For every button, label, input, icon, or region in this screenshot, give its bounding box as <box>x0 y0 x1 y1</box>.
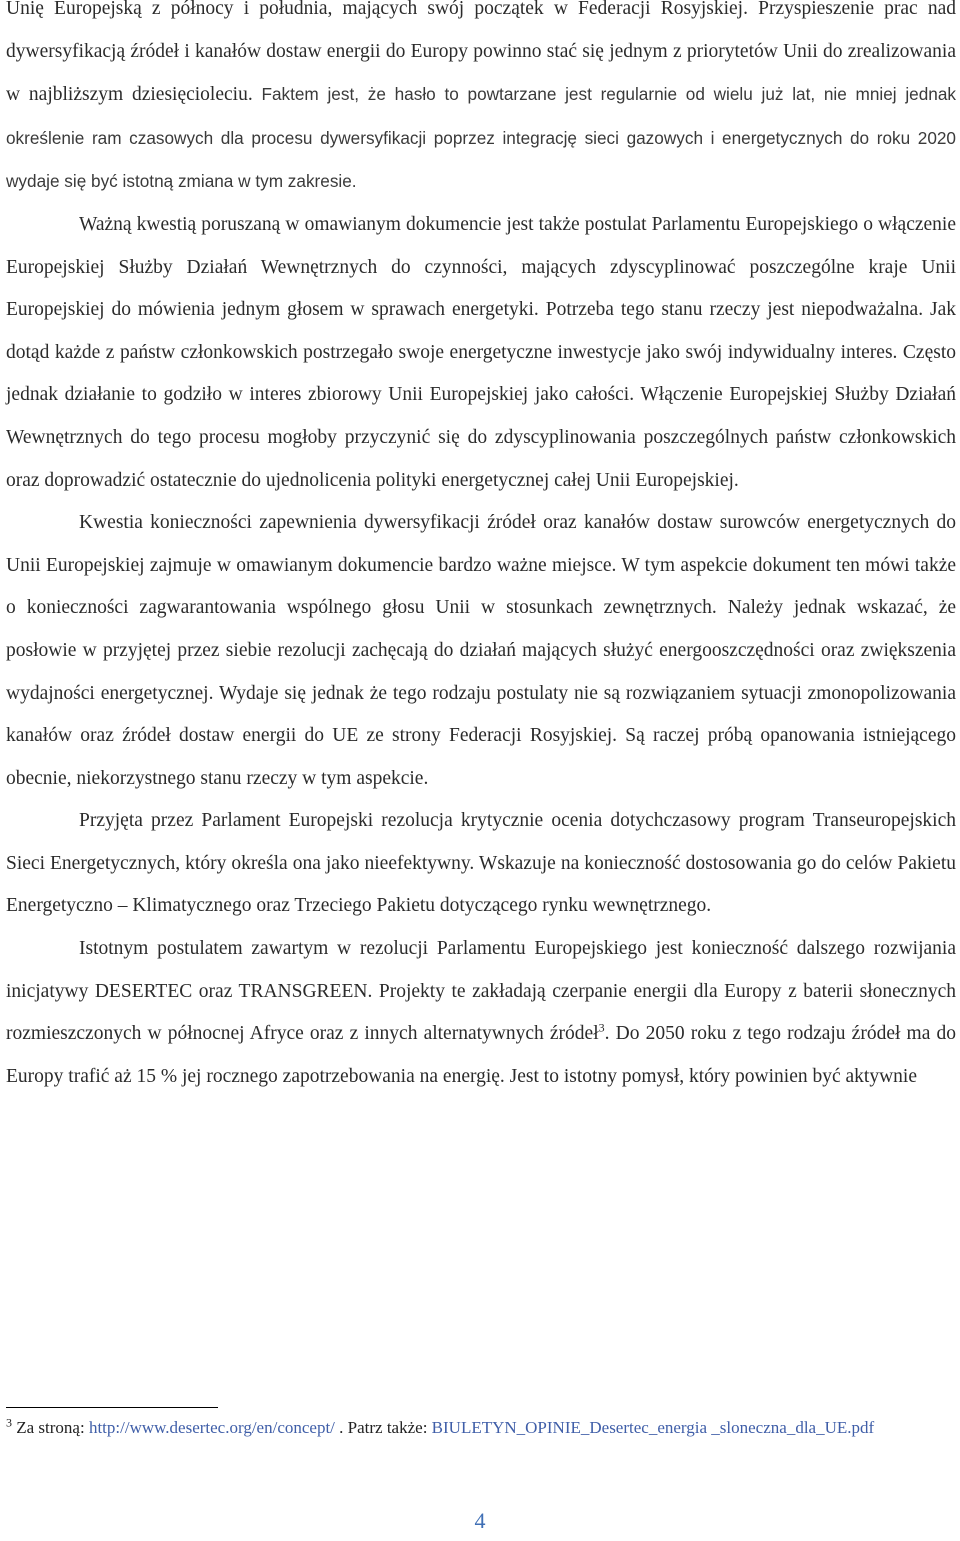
footnote-middle: . Patrz także: <box>334 1418 432 1437</box>
biuletyn-pdf-link[interactable]: BIULETYN_OPINIE_Desertec_energia _sloneczna_dla_UE.pdf <box>431 1418 875 1437</box>
footnote-separator <box>6 1407 218 1408</box>
paragraph-5-text-before-note: Istotnym postulatem zawartym w rezolucji Parlamentu Europejskiego jest konieczność dalszego rozwijania inicjatywy DESERTEC oraz TRANSGREEN. Projekty te zakładają czerpanie energii dla Europy z baterii słonecznych rozmieszczonych w północnej Afryce oraz z innych alternatywnych źródeł <box>6 938 956 1045</box>
paragraph-1-part-1: Unię Europejską z północy i południa, mających swój początek w Federacji Rosyjskiej. Przyspieszenie prac nad dywersyfikacją źródeł i kanałów dostaw energii do Europy powinno stać się jednym z priorytetów Unii do zrealizowania w najbliższym dziesięcioleciu. <box>6 0 956 106</box>
page-number: 4 <box>474 1508 486 1533</box>
paragraph-5 <box>6 928 956 1098</box>
paragraph-1-part-2: Faktem jest, że hasło to powtarzane jest regularnie od wielu już lat, nie mniej jednak określenie ram czasowych dla procesu dywersyfikacji poprzez integrację sieci gazowych i energetycznych do roku 2020 wydaje się być istotną zmiana w tym zakresie. <box>6 84 956 192</box>
document-page <box>6 0 956 1098</box>
paragraph-1 <box>6 0 956 204</box>
footnote-mark: 3 <box>6 1415 12 1430</box>
paragraph-2: Ważną kwestią poruszaną w omawianym dokumencie jest także postulat Parlamentu Europejskiego o włączenie Europejskiej Służby Działań Wewnętrznych do czynności, mających zdyscyplinować poszczególne kraje Unii Europejskiej do mówienia jednym głosem w sprawach energetyki. Potrzeba tego stanu rzeczy jest niepodważalna. Jak dotąd każde z państw członkowskich postrzegało swoje energetyczne inwestycje jako swój indywidualny interes. Często jednak działanie to godziło w interes zbiorowy Unii Europejskiej jako całości. Włączenie Europejskiej Służby Działań Wewnętrznych do tego procesu mogłoby przyczynić się do zdyscyplinowania poszczególnych państw członkowskich oraz doprowadzić ostatecznie do ujednolicenia polityki energetycznej całej Unii Europejskiej. <box>6 213 956 491</box>
paragraph-5-text-after-note: . Do 2050 roku z tego rodzaju źródeł ma do Europy trafić aż 15 % jej rocznego zapotrzebowania na energię. Jest to istotny pomysł, który powinien być aktywnie <box>6 1023 956 1087</box>
desertec-concept-link[interactable]: http://www.desertec.org/en/concept/ <box>88 1418 335 1437</box>
footnote-prefix: Za stroną: <box>12 1418 89 1437</box>
footnote <box>6 1414 936 1441</box>
footnote-reference[interactable]: 3 <box>598 1020 605 1035</box>
paragraph-3: Kwestia konieczności zapewnienia dywersyfikacji źródeł oraz kanałów dostaw surowców energetycznych do Unii Europejskiej zajmuje w omawianym dokumencie bardzo ważne miejsce. W tym aspekcie dokument ten mówi także o konieczności zagwarantowania wspólnego głosu Unii w stosunkach zewnętrznych. Należy jednak wskazać, że posłowie w przyjętej przez siebie rezolucji zachęcają do działań mających służyć energooszczędności oraz zwiększenia wydajności energetycznej. Wydaje się jednak że tego rodzaju postulaty nie są rozwiązaniem sytuacji zmonopolizowania kanałów oraz źródeł dostaw energii do UE ze strony Federacji Rosyjskiej. Są raczej próbą opanowania istniejącego obecnie, niekorzystnego stanu rzeczy w tym aspekcie. <box>6 512 956 789</box>
paragraph-4: Przyjęta przez Parlament Europejski rezolucja krytycznie ocenia dotychczasowy program Transeuropejskich Sieci Energetycznych, który określa ona jako nieefektywny. Wskazuje na konieczność dostosowania go do celów Pakietu Energetyczno – Klimatycznego oraz Trzeciego Pakietu dotyczącego rynku wewnętrznego. <box>6 810 956 917</box>
